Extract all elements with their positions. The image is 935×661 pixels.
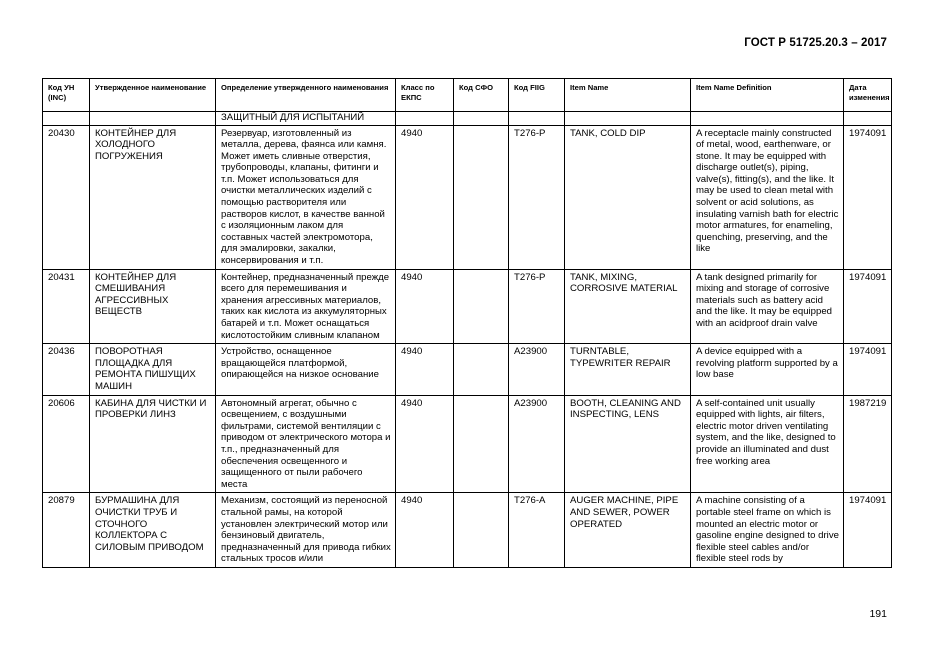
cell-ekps-class: 4940 xyxy=(396,493,454,568)
cell-fiig-code: T276-P xyxy=(509,269,565,344)
header-definition: Определение утвержденного наименования xyxy=(216,79,396,112)
cell-item-name-definition: A receptacle mainly constructed of metal, wood, earthenware, or stone. It may be equipped with discharge outlet(s), piping, valve(s), fitting(s), and the like. It may be used to clean metal with solvent or acid solutions, as insulating varnish bath for electric motor armatures, for enameling, quenching, preserving, and the like xyxy=(691,125,844,269)
cell-fiig-code: T276-A xyxy=(509,493,565,568)
cell-item-name: TANK, COLD DIP xyxy=(565,125,691,269)
cell-approved-name: БУРМАШИНА ДЛЯ ОЧИСТКИ ТРУБ И СТОЧНОГО КОЛЛЕКТОРА С СИЛОВЫМ ПРИВОДОМ xyxy=(90,493,216,568)
cell-item-name: BOOTH, CLEANING AND INSPECTING, LENS xyxy=(565,395,691,493)
cell-item-name: TURNTABLE, TYPEWRITER REPAIR xyxy=(565,344,691,395)
cell-ekps-class: 4940 xyxy=(396,344,454,395)
header-fiig-code: Код FIIG xyxy=(509,79,565,112)
cell-item-name: TANK, MIXING, CORROSIVE MATERIAL xyxy=(565,269,691,344)
cell-definition xyxy=(216,493,396,568)
cell-item-name-definition: A self-contained unit usually equipped with lights, air filters, electric motor driven ventilating system, and the like, designed to provide an illuminated and dust free working area xyxy=(691,395,844,493)
cell-item-name-definition: A device equipped with a revolving platform supported by a low base xyxy=(691,344,844,395)
cell-definition: Устройство, оснащенное вращающейся платформой, опирающейся на низкое основание xyxy=(216,344,396,395)
cell-sfo-code xyxy=(454,493,509,568)
cell-ekps-class: 4940 xyxy=(396,125,454,269)
page-number: 191 xyxy=(869,608,887,620)
cell-change-date xyxy=(844,112,892,126)
cell-change-date: 1974091 xyxy=(844,269,892,344)
cell-definition: ЗАЩИТНЫЙ ДЛЯ ИСПЫТАНИЙ xyxy=(216,112,396,126)
header-ekps-class: Класс по ЕКПС xyxy=(396,79,454,112)
cell-inc: 20436 xyxy=(43,344,90,395)
cell-inc: 20606 xyxy=(43,395,90,493)
cell-change-date: 1974091 xyxy=(844,344,892,395)
cell-definition: Автономный агрегат, обычно с освещением, с воздушными фильтрами, системой вентиляции с приводом от электрического мотора и т.п., предназначенный для обеспечения освещенного и защищенного от пыли рабочего места xyxy=(216,395,396,493)
cell-item-name-definition-text: A machine consisting of a portable steel frame on which is mounted an electric motor or gasoline engine designed to drive flexible steel cables and/or flexible steel rods by xyxy=(696,495,839,565)
cell-approved-name: КОНТЕЙНЕР ДЛЯ ХОЛОДНОГО ПОГРУЖЕНИЯ xyxy=(90,125,216,269)
cell-item-name-definition xyxy=(691,112,844,126)
cell-change-date: 1974091 xyxy=(844,125,892,269)
cell-item-name-definition: A tank designed primarily for mixing and storage of corrosive materials such as battery acid and the like. It may be equipped with an acidproof drain valve xyxy=(691,269,844,344)
cell-ekps-class: 4940 xyxy=(396,395,454,493)
cell-sfo-code xyxy=(454,269,509,344)
cell-definition: Контейнер, предназначенный прежде всего для перемешивания и хранения агрессивных материалов, таких как кислота из аккумуляторных батарей и т.п. Может оснащаться кислотостойким сливным клапаном xyxy=(216,269,396,344)
cell-item-name: AUGER MACHINE, PIPE AND SEWER, POWER OPERATED xyxy=(565,493,691,568)
cell-approved-name: КАБИНА ДЛЯ ЧИСТКИ И ПРОВЕРКИ ЛИНЗ xyxy=(90,395,216,493)
cell-fiig-code: T276-P xyxy=(509,125,565,269)
cell-change-date: 1987219 xyxy=(844,395,892,493)
cell-ekps-class xyxy=(396,112,454,126)
header-item-name: Item Name xyxy=(565,79,691,112)
cell-approved-name: ПОВОРОТНАЯ ПЛОЩАДКА ДЛЯ РЕМОНТА ПИШУЩИХ МАШИН xyxy=(90,344,216,395)
header-row xyxy=(43,79,892,112)
header-item-name-definition: Item Name Definition xyxy=(691,79,844,112)
table-row xyxy=(43,493,892,568)
cell-inc xyxy=(43,112,90,126)
continuation-row xyxy=(43,112,892,126)
cell-inc: 20879 xyxy=(43,493,90,568)
cell-sfo-code xyxy=(454,125,509,269)
cell-ekps-class: 4940 xyxy=(396,269,454,344)
cell-fiig-code: A23900 xyxy=(509,395,565,493)
cell-definition-text: Механизм, состоящий из переносной стальной рамы, на которой установлен электрический мотор или бензиновый двигатель, предназначенный для привода гибких стальных тросов и/или xyxy=(221,495,391,565)
cell-approved-name xyxy=(90,112,216,126)
cell-fiig-code: A23900 xyxy=(509,344,565,395)
cell-inc: 20430 xyxy=(43,125,90,269)
header-approved-name: Утвержденное наименование xyxy=(90,79,216,112)
cell-item-name xyxy=(565,112,691,126)
table-row xyxy=(43,269,892,344)
table-header xyxy=(43,79,892,112)
cell-fiig-code xyxy=(509,112,565,126)
cell-sfo-code xyxy=(454,395,509,493)
cell-definition: Резервуар, изготовленный из металла, дерева, фаянса или камня. Может иметь сливные отверстия, трубопроводы, клапаны, фитинги и т.п. Может использоваться для очистки металлических изделий с помощью растворителя или растворов кислот, в качестве ванной с изоляционным лаком для составных частей электромотора, для эмалировки, закалки, консервирования и т.п. xyxy=(216,125,396,269)
header-change-date: Дата изменения xyxy=(844,79,892,112)
cell-sfo-code xyxy=(454,344,509,395)
catalog-table xyxy=(42,78,892,568)
table-row xyxy=(43,344,892,395)
cell-sfo-code xyxy=(454,112,509,126)
table-row xyxy=(43,395,892,493)
table-row xyxy=(43,125,892,269)
cell-change-date: 1974091 xyxy=(844,493,892,568)
document-header: ГОСТ Р 51725.20.3 – 2017 xyxy=(744,37,887,49)
cell-inc: 20431 xyxy=(43,269,90,344)
header-sfo-code: Код СФО xyxy=(454,79,509,112)
cell-approved-name: КОНТЕЙНЕР ДЛЯ СМЕШИВАНИЯ АГРЕССИВНЫХ ВЕЩЕСТВ xyxy=(90,269,216,344)
cell-item-name-definition xyxy=(691,493,844,568)
header-inc: Код УН (INC) xyxy=(43,79,90,112)
